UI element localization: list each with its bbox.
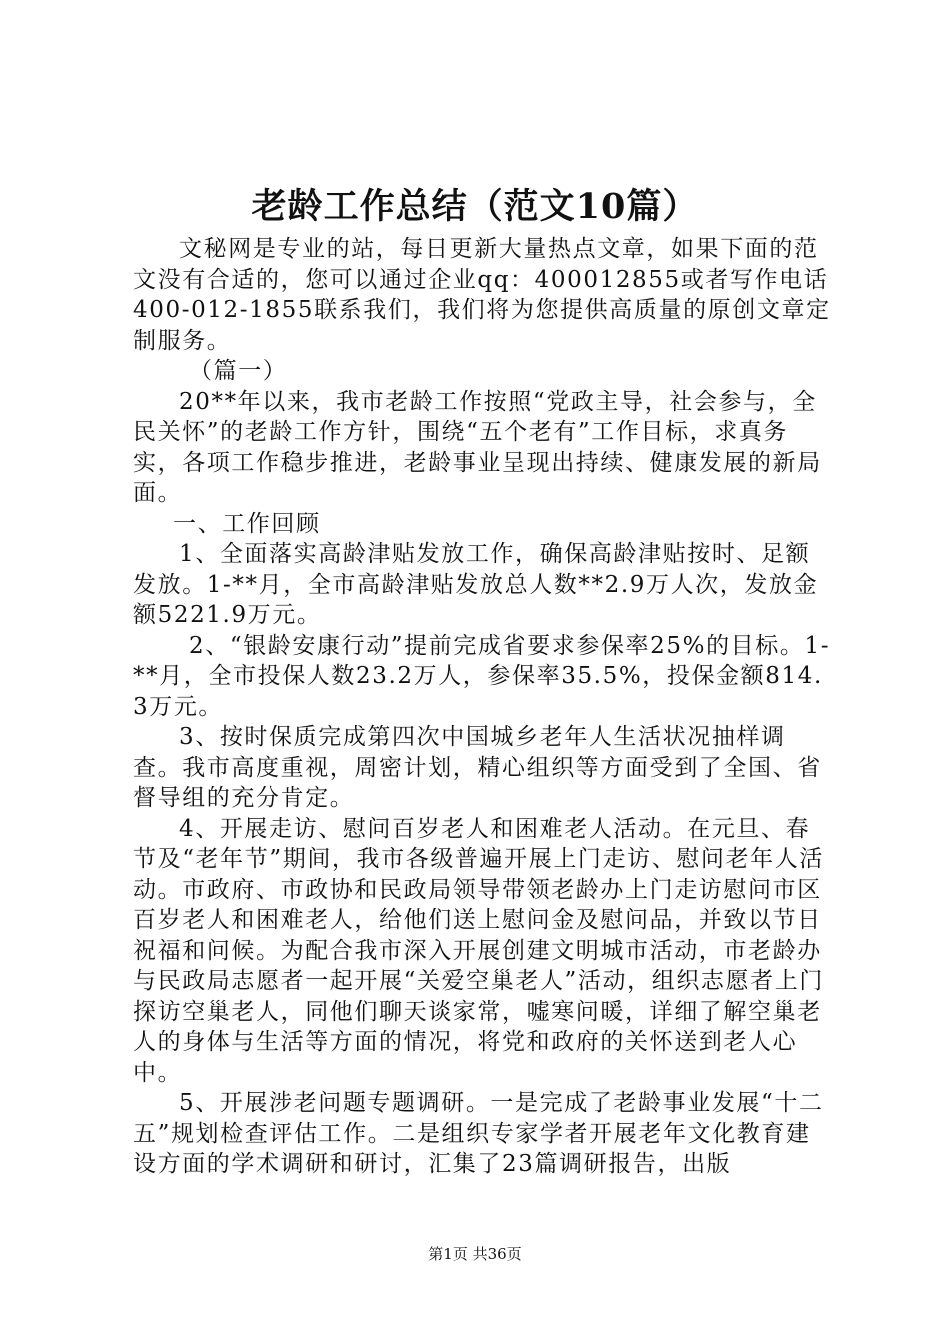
item-paragraph-5: 5、开展涉老问题专题调研。一是完成了老龄事业发展“十二五”规划检查评估工作。二是组织专家学者开展老年文化教育建设方面的学术调研和研讨，汇集了23篇调研报告，出版 bbox=[133, 1090, 824, 1177]
document-body bbox=[133, 234, 833, 1180]
overview-paragraph: 20**年以来，我市老龄工作按照“党政主导，社会参与，全民关怀”的老龄工作方针，围绕“五个老有”工作目标，求真务实，各项工作稳步推进，老龄事业呈现出持续、健康发展的新局面。 bbox=[133, 388, 822, 506]
item-paragraph-2: 2、“银龄安康行动”提前完成省要求参保率25%的目标。1-**月，全市投保人数23.2万人，参保率35.5%，投保金额814.3万元。 bbox=[133, 632, 831, 720]
intro-paragraph: 文秘网是专业的站，每日更新大量热点文章，如果下面的范文没有合适的，您可以通过企业qq：400012855或者写作电话400-012-1855联系我们，我们将为您提供高质量的原创文章定制服务。 bbox=[133, 236, 831, 354]
page-footer: 第1页 共36页 bbox=[428, 1245, 522, 1263]
section-label: （篇一） bbox=[189, 358, 288, 384]
item-paragraph-4: 4、开展走访、慰问百岁老人和困难老人活动。在元旦、春节及“老年节”期间，我市各级普遍开展上门走访、慰问老年人活动。市政府、市政协和民政局领导带领老龄办上门走访慰问市区百岁老人和困难老人，给他们送上慰问金及慰问品，并致以节日祝福和问候。为配合我市深入开展创建文明城市活动，市老龄办与民政局志愿者一起开展“关爱空巢老人”活动，组织志愿者上门探访空巢老人，同他们聊天谈家常，嘘寒问暖，详细了解空巢老人的身体与生活等方面的情况，将党和政府的关怀送到老人心中。 bbox=[133, 815, 824, 1086]
page-title: 老龄工作总结（范文10篇） bbox=[251, 186, 699, 227]
item-paragraph-1: 1、全面落实高龄津贴发放工作，确保高龄津贴按时、足额发放。1-**月，全市高龄津贴发放总人数**2.9万人次，发放金额5221.9万元。 bbox=[133, 541, 819, 628]
item-paragraph-3: 3、按时保质完成第四次中国城乡老年人生活状况抽样调查。我市高度重视，周密计划，精心组织等方面受到了全国、省督导组的充分肯定。 bbox=[133, 724, 822, 811]
section-heading: 一、工作回顾 bbox=[173, 510, 321, 537]
